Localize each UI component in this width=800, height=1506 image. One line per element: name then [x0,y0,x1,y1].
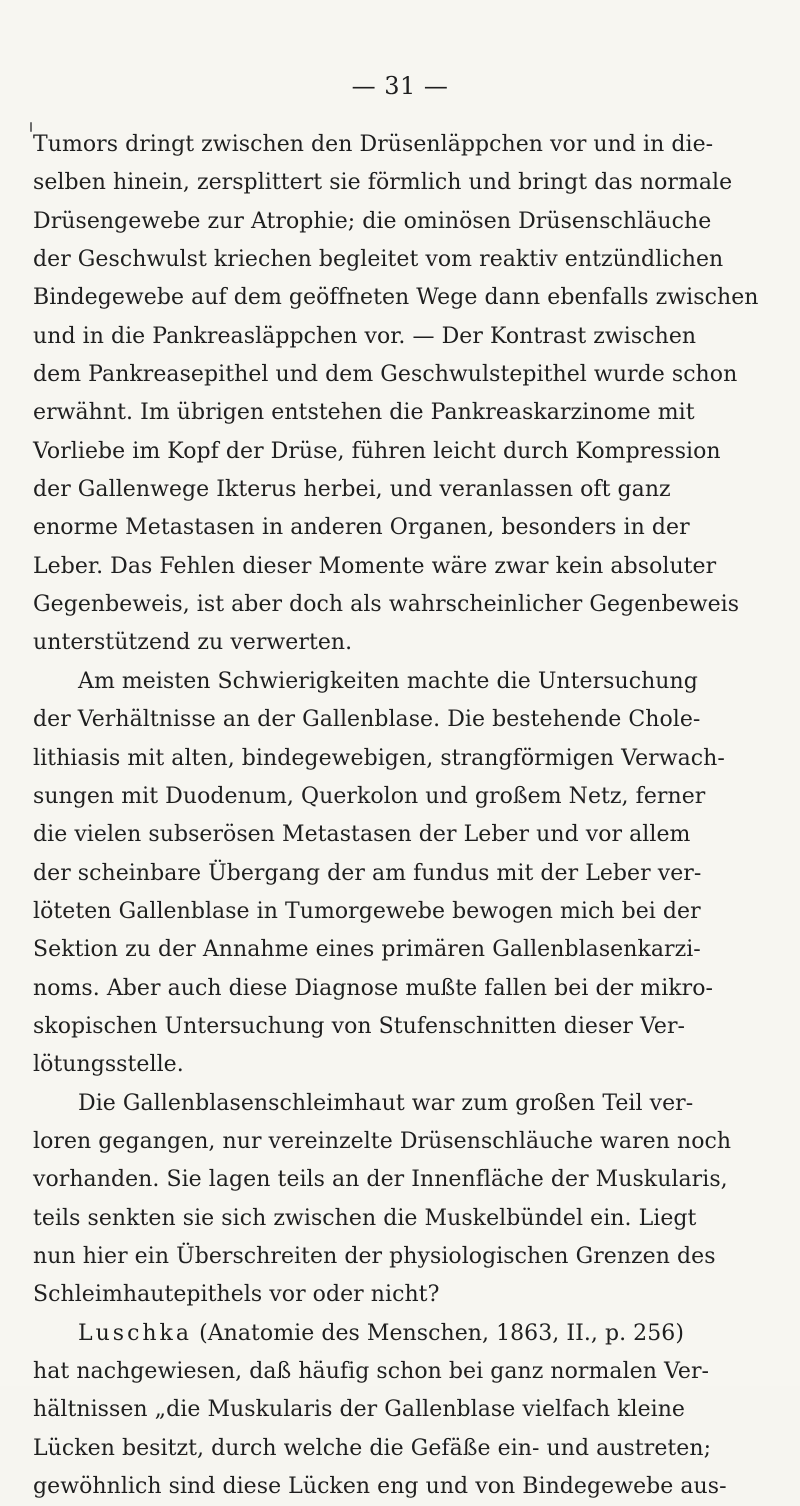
page-number: — 31 — [351,72,449,100]
paragraph-start-line: Am meisten Schwierigkeiten machte die Untersuchung [78,668,698,694]
text-line: gewöhnlich sind diese Lücken eng und von Bindegewebe aus- [33,1474,727,1500]
text-line: unterstützend zu verwerten. [33,630,353,656]
text-line: lötungsstelle. [33,1052,184,1078]
text-line: hat nachgewiesen, daß häufig schon bei ganz normalen Ver- [33,1359,710,1384]
text-line: noms. Aber auch diese Diagnose mußte fallen bei der mikro- [33,975,714,1001]
text-line: Schleimhautepithels vor oder nicht? [33,1282,440,1308]
text-line: löteten Gallenblase in Tumorgewebe bewogen mich bei der [33,898,701,924]
text-line: Sektion zu der Annahme eines primären Gallenblasenkarzi- [33,937,701,963]
text-line: lithiasis mit alten, bindegewebigen, strangförmigen Verwach- [33,745,725,771]
citation-text: (Anatomie des Menschen, 1863, II., p. 256) [199,1320,684,1346]
citation-line [33,1315,767,1353]
body-text [33,126,767,1506]
text-line: Drüsengewebe zur Atrophie; die ominösen Drüsenschläuche [33,208,712,234]
text-line: Lücken besitzt, durch welche die Gefäße ein- und austreten; [33,1435,712,1461]
text-line: die vielen subserösen Metastasen der Leber und vor allem [33,822,691,848]
text-line: hältnissen „die Muskularis der Gallenblase vielfach kleine [33,1397,686,1423]
text-line: der scheinbare Übergang der am fundus mit der Leber ver- [33,860,702,886]
text-line: und in die Pankreasläppchen vor. — Der Kontrast zwischen [33,323,697,349]
text-line: skopischen Untersuchung von Stufenschnitten dieser Ver- [33,1013,686,1039]
paragraph-start-line: Die Gallenblasenschleimhaut war zum großen Teil ver- [78,1090,694,1116]
text-line: erwähnt. Im übrigen entstehen die Pankreaskarzinome mit [33,400,695,426]
text-line: Tumors dringt zwischen den Drüsenläppchen vor und in die- [33,132,714,157]
text-line: der Gallenwege Ikterus herbei, und veranlassen oft ganz [33,477,671,503]
text-line: teils senkten sie sich zwischen die Muskelbündel ein. Liegt [33,1205,697,1231]
text-line: dem Pankreasepithel und dem Geschwulstepithel wurde schon [33,362,738,388]
text-line: loren gegangen, nur vereinzelte Drüsenschläuche waren noch [33,1128,732,1154]
text-line: selben hinein, zersplittert sie förmlich und bringt das normale [33,170,733,196]
text-line: sungen mit Duodenum, Querkolon und großem Netz, ferner [33,783,706,809]
text-line: nun hier ein Überschreiten der physiologischen Grenzen des [33,1243,716,1269]
author-name: Luschka [78,1320,193,1346]
text-line: Vorliebe im Kopf der Drüse, führen leicht durch Kompression [33,438,721,464]
text-line: Gegenbeweis, ist aber doch als wahrscheinlicher Gegenbeweis [33,592,740,618]
text-line: enorme Metastasen in anderen Organen, besonders in der [33,515,690,541]
text-line: vorhanden. Sie lagen teils an der Innenfläche der Muskularis, [33,1167,728,1193]
text-line: Bindegewebe auf dem geöffneten Wege dann ebenfalls zwischen [33,285,759,311]
text-line: der Geschwulst kriechen begleitet vom reaktiv entzündlichen [33,247,724,273]
text-line: Leber. Das Fehlen dieser Momente wäre zwar kein absoluter [33,553,717,579]
margin-mark [30,122,32,132]
text-line: der Verhältnisse an der Gallenblase. Die bestehende Chole- [33,707,701,733]
